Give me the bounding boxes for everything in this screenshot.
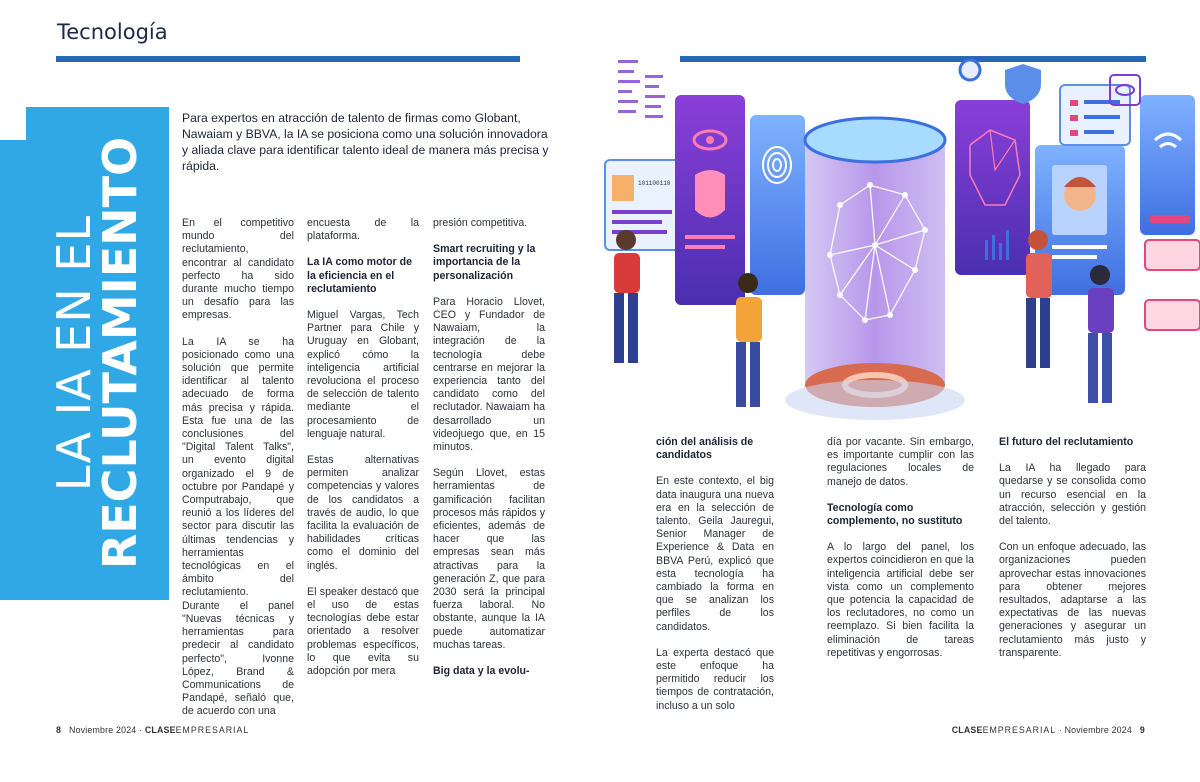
paragraph: La IA ha llegado para quedarse y se consolida como un recurso esencial en la atracción, selección y gestión del talento. <box>999 462 1146 528</box>
lead-paragraph: Para expertos en atracción de talento de firmas como Globant, Nawaiam y BBVA, la IA se posiciona como una solución innovadora y aliada clave para identificar talento ideal de manera más precisa y rápida. <box>182 111 549 173</box>
footer-left <box>56 725 249 735</box>
subheading: Big data y la evolu- <box>433 665 530 678</box>
paragraph: Según Llovet, estas herramientas de gamificación facilitan procesos más rápidos y eficientes, además de hacer que las empresas sean más atractivas para la generación Z, que para 2030 será la principal fuerza laboral. No obstante, aunque la IA puede automatizar muchas tareas. <box>433 467 545 651</box>
code-dots <box>618 60 665 118</box>
brand-rest: EMPRESARIAL <box>982 725 1057 735</box>
paragraph: presión competitiva. <box>433 217 528 229</box>
ai-recruitment-illustration <box>590 55 1200 425</box>
paragraph: A lo largo del panel, los expertos coincidieron en que la inteligencia artificial debe ser vista como un complemento que potencia la capacidad de los reclutadores, no como un reemplazo. Si bien facilita la eliminación de tareas repetitivas y engorrosas. <box>827 541 974 659</box>
info-card <box>1145 240 1200 270</box>
page-number: 9 <box>1139 725 1145 735</box>
article-title-line2: RECLUTAMIENTO <box>93 136 147 570</box>
footer-date: Noviembre 2024 <box>69 725 137 735</box>
paragraph: Durante el panel "Nuevas técnicas y herramientas para predecir al candidato perfecto", Ivonne López, Brand & Communications de Pandapé, señaló que, de acuerdo con una <box>182 599 294 718</box>
subheading: La IA como motor de la eficiencia en el reclutamiento <box>307 256 412 295</box>
column-2 <box>307 217 419 691</box>
paragraph: El speaker destacó que el uso de estas tecnologías debe estar orientado a resolver problemas específicos, lo que evita su adopción por mera <box>307 585 419 678</box>
page-number: 8 <box>56 725 62 735</box>
column-3 <box>433 217 545 691</box>
subheading: El futuro del reclutamiento <box>999 436 1134 448</box>
brand-bold: CLASE <box>951 725 983 735</box>
paragraph: Miguel Vargas, Tech Partner para Chile y Uruguay en Globant, explicó cómo la inteligencia artificial revoluciona el proceso de selección de talento mediante el procesamiento de lenguaje natural. <box>307 309 419 440</box>
section-title: Tecnología <box>57 20 168 44</box>
footer-sep: · <box>1058 725 1062 735</box>
paragraph: encuesta de la plataforma. <box>307 217 419 243</box>
bar <box>1150 215 1190 223</box>
paragraph: Para Horacio Llovet, CEO y Fundador de Nawaiam, la integración de la tecnología debe centrarse en mejorar la experiencia tanto del candidato como del reclutador. Nawaiam ha desarrollado un videojuego que, en 15 minutos. <box>433 295 545 454</box>
search-icon <box>960 60 980 80</box>
brand-bold: CLASE <box>144 725 176 735</box>
footer-right <box>952 725 1145 735</box>
paragraph: Con un enfoque adecuado, las organizaciones pueden aprovechar estas innovaciones para obtener mejores resultados, adaptarse a las expectativas de las nuevas generaciones y asegurar un reclutamiento más justo y transparente. <box>999 541 1146 659</box>
column-5 <box>827 436 974 673</box>
footer-sep: · <box>139 725 143 735</box>
subheading: ción del análisis de candidatos <box>656 436 754 462</box>
brand-rest: EMPRESARIAL <box>175 725 250 735</box>
column-1 <box>182 217 294 732</box>
info-card <box>1145 300 1200 330</box>
paragraph: día por vacante. Sin embargo, es importante cumplir con las regulaciones locales de manejo de datos. <box>827 436 974 488</box>
article-title-line1: LA IA EN EL <box>47 214 101 492</box>
paragraph: Estas alternativas permiten analizar competencias y valores de los candidatos a través de audio, lo que facilita la evaluación de habilidades críticas como el dominio del inglés. <box>307 454 419 572</box>
fingerprint-panel <box>750 115 805 295</box>
hologram-cylinder <box>785 118 965 420</box>
subheading: Smart recruiting y la importancia de la personalización <box>433 243 536 282</box>
paragraph: En este contexto, el big data inaugura una nueva era en la selección de talento. Geila Jauregui, Senior Manager de Experience & Data en BBVA Perú, explicó que esta tecnología ha cambiado la forma en que se analizan los perfiles de los candidatos. <box>656 475 774 633</box>
section-rule-left <box>56 56 520 62</box>
shield-icon <box>1005 64 1041 104</box>
paragraph: La IA se ha posicionado como una solución que permite identificar al talento adecuado de forma más precisa y rápida. Esta fue una de las conclusiones del "Digital Talent Talks", un evento digital organizado el 9 de octubre por Pandapé y Computrabajo, que reunió a los líderes del sector para discutir las últimas tendencias y herramientas tecnológicas en el ámbito del reclutamiento. <box>182 335 294 599</box>
article-title <box>47 136 147 570</box>
subheading: Tecnología como complemento, no sustituto <box>827 501 963 528</box>
column-4 <box>656 436 774 726</box>
paragraph: En el competitivo mundo del reclutamiento, encontrar al candidato perfecto ha sido durante mucho tiempo un desafío para las empresas. <box>182 217 294 322</box>
column-6 <box>999 436 1146 673</box>
footer-date: Noviembre 2024 <box>1064 725 1132 735</box>
face-panel <box>675 95 745 305</box>
sidebar-edge <box>0 140 26 600</box>
wifi-panel <box>1140 95 1195 235</box>
card-code: 101100110 <box>638 180 671 187</box>
paragraph: La experta destacó que este enfoque ha permitido reducir los tiempos de contratación, incluso a un solo <box>656 646 774 712</box>
